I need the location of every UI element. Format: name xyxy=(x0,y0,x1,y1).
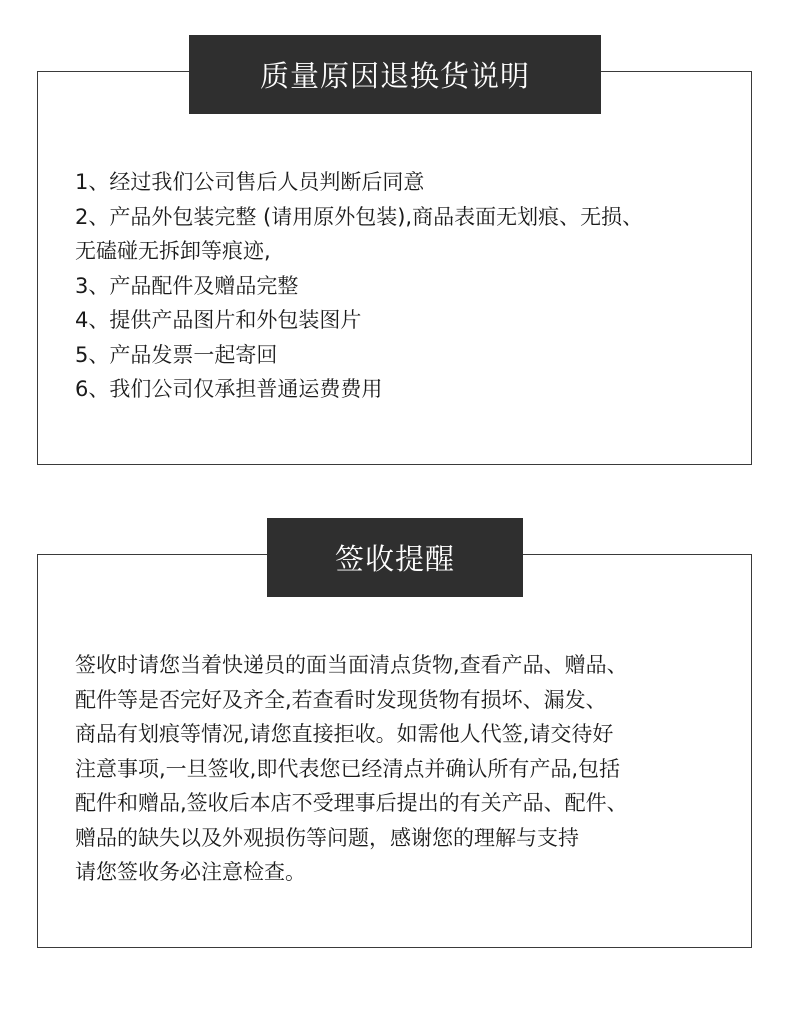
reminder-line: 配件和赠品,签收后本店不受理事后提出的有关产品、配件、 xyxy=(75,791,628,815)
reminder-line: 商品有划痕等情况,请您直接拒收。如需他人代签,请交待好 xyxy=(75,722,614,746)
delivery-reminder-content xyxy=(75,648,735,890)
reminder-line: 注意事项,一旦签收,即代表您已经清点并确认所有产品,包括 xyxy=(75,756,621,781)
return-policy-title: 质量原因退换货说明 xyxy=(189,35,601,114)
delivery-reminder-title: 签收提醒 xyxy=(267,518,523,597)
policy-line: 5、产品发票一起寄回 xyxy=(75,342,278,367)
reminder-line: 请您签收务必注意检查。 xyxy=(75,860,306,884)
reminder-line: 赠品的缺失以及外观损伤等问题，感谢您的理解与支持 xyxy=(75,825,579,850)
reminder-line: 配件等是否完好及齐全,若查看时发现货物有损坏、漏发、 xyxy=(75,687,607,712)
policy-line: 2、产品外包装完整 (请用原外包装),商品表面无划痕、无损、 xyxy=(75,204,644,229)
return-policy-content xyxy=(75,165,735,407)
policy-line: 无磕碰无拆卸等痕迹, xyxy=(75,239,271,263)
policy-line: 6、我们公司仅承担普通运费费用 xyxy=(75,377,383,401)
policy-line: 3、产品配件及赠品完整 xyxy=(75,273,299,298)
reminder-line: 签收时请您当着快递员的面当面清点货物,查看产品、赠品、 xyxy=(75,653,628,677)
policy-line: 4、提供产品图片和外包装图片 xyxy=(75,308,362,332)
policy-line: 1、经过我们公司售后人员判断后同意 xyxy=(75,170,425,194)
